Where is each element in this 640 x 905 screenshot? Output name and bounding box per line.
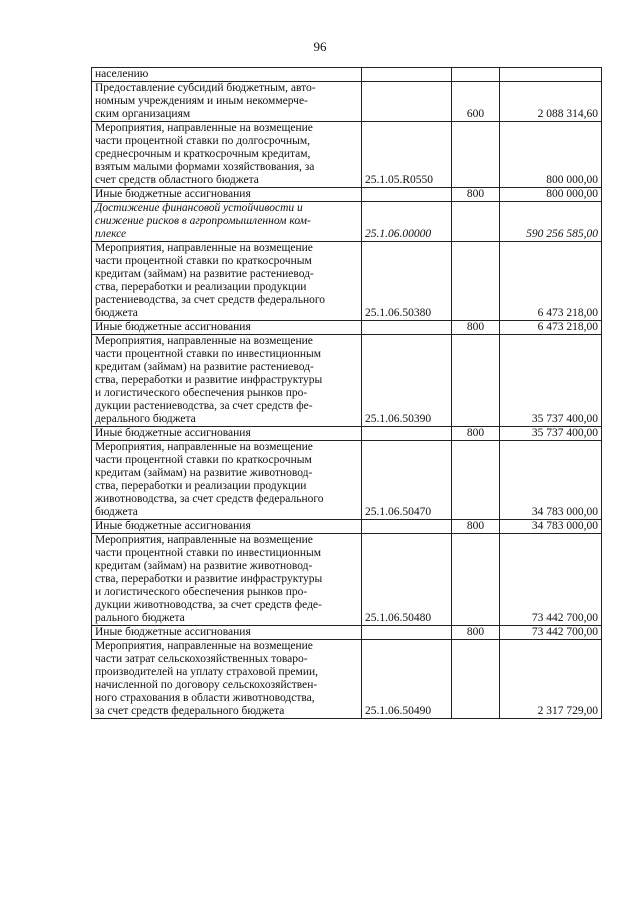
row-amount-cell bbox=[500, 68, 602, 82]
table-row bbox=[92, 534, 602, 626]
row-code-cell: 25.1.06.00000 bbox=[362, 202, 452, 242]
row-code-cell bbox=[362, 188, 452, 202]
table-row bbox=[92, 68, 602, 82]
table-row bbox=[92, 441, 602, 520]
table-row bbox=[92, 202, 602, 242]
row-code-cell bbox=[362, 520, 452, 534]
row-name-cell: Мероприятия, направленные на возмещение части процентной ставки по инвестиционным кредитам (займам) на развитие животновод- ства, переработки и развитие инфраструктуры и логистического обеспечения рынков про- дукции животноводства, за счет средств феде- рального бюджета bbox=[92, 534, 362, 626]
table-row bbox=[92, 335, 602, 427]
table-row bbox=[92, 520, 602, 534]
row-name-cell: Мероприятия, направленные на возмещение части процентной ставки по долгосрочным, среднесрочным и краткосрочным кредитам, взятым малыми формами хозяйствования, за счет средств областного бюджета bbox=[92, 122, 362, 188]
row-name-cell: Мероприятия, направленные на возмещение части процентной ставки по краткосрочным кредитам (займам) на развитие растениевод- ства, переработки и реализации продукции растениеводства, за счет средств федерального бюджета bbox=[92, 242, 362, 321]
row-expense-type-cell: 800 bbox=[452, 520, 500, 534]
row-name-cell: Иные бюджетные ассигнования bbox=[92, 188, 362, 202]
row-expense-type-cell bbox=[452, 441, 500, 520]
row-expense-type-cell: 600 bbox=[452, 82, 500, 122]
row-amount-cell: 73 442 700,00 bbox=[500, 626, 602, 640]
page-number: 96 bbox=[313, 39, 327, 54]
table-row bbox=[92, 321, 602, 335]
row-name-cell: населению bbox=[92, 68, 362, 82]
table-row bbox=[92, 427, 602, 441]
row-expense-type-cell bbox=[452, 68, 500, 82]
row-amount-cell: 6 473 218,00 bbox=[500, 242, 602, 321]
row-expense-type-cell bbox=[452, 202, 500, 242]
row-code-cell: 25.1.06.50480 bbox=[362, 534, 452, 626]
row-name-cell: Мероприятия, направленные на возмещение части процентной ставки по краткосрочным кредитам (займам) на развитие животновод- ства, переработки и реализации продукции животноводства, за счет средств федерального бюджета bbox=[92, 441, 362, 520]
row-expense-type-cell: 800 bbox=[452, 427, 500, 441]
row-amount-cell: 35 737 400,00 bbox=[500, 427, 602, 441]
row-expense-type-cell bbox=[452, 534, 500, 626]
row-expense-type-cell bbox=[452, 122, 500, 188]
table-row bbox=[92, 242, 602, 321]
row-amount-cell: 2 317 729,00 bbox=[500, 640, 602, 719]
row-amount-cell: 6 473 218,00 bbox=[500, 321, 602, 335]
row-amount-cell: 34 783 000,00 bbox=[500, 441, 602, 520]
table-row bbox=[92, 626, 602, 640]
row-amount-cell: 35 737 400,00 bbox=[500, 335, 602, 427]
row-expense-type-cell bbox=[452, 640, 500, 719]
row-name-cell: Иные бюджетные ассигнования bbox=[92, 520, 362, 534]
row-amount-cell: 590 256 585,00 bbox=[500, 202, 602, 242]
row-code-cell bbox=[362, 68, 452, 82]
table-row bbox=[92, 122, 602, 188]
row-amount-cell: 34 783 000,00 bbox=[500, 520, 602, 534]
budget-table bbox=[91, 67, 602, 719]
row-expense-type-cell: 800 bbox=[452, 321, 500, 335]
row-amount-cell: 800 000,00 bbox=[500, 122, 602, 188]
row-name-cell: Мероприятия, направленные на возмещение части затрат сельскохозяйственных товаро- производителей на уплату страховой премии, начисленной по договору сельскохозяйствен- ного страхования в области животноводства, за счет средств федерального бюджета bbox=[92, 640, 362, 719]
row-amount-cell: 800 000,00 bbox=[500, 188, 602, 202]
row-code-cell bbox=[362, 427, 452, 441]
row-name-cell: Мероприятия, направленные на возмещение части процентной ставки по инвестиционным кредитам (займам) на развитие растениевод- ства, переработки и развитие инфраструктуры и логистического обеспечения рынков про- дукции растениеводства, за счет средств фе- дерального бюджета bbox=[92, 335, 362, 427]
row-expense-type-cell bbox=[452, 242, 500, 321]
row-code-cell: 25.1.06.50490 bbox=[362, 640, 452, 719]
row-amount-cell: 73 442 700,00 bbox=[500, 534, 602, 626]
row-name-cell: Иные бюджетные ассигнования bbox=[92, 626, 362, 640]
row-code-cell bbox=[362, 321, 452, 335]
row-code-cell bbox=[362, 626, 452, 640]
row-name-cell: Достижение финансовой устойчивости и снижение рисков в агропромышленном ком- плексе bbox=[92, 202, 362, 242]
row-code-cell: 25.1.05.R0550 bbox=[362, 122, 452, 188]
table-row bbox=[92, 82, 602, 122]
row-code-cell: 25.1.06.50390 bbox=[362, 335, 452, 427]
budget-table-body bbox=[92, 68, 602, 719]
row-code-cell bbox=[362, 82, 452, 122]
table-row bbox=[92, 640, 602, 719]
row-name-cell: Предоставление субсидий бюджетным, авто- номным учреждениям и иным некоммерче- ским организациям bbox=[92, 82, 362, 122]
row-code-cell: 25.1.06.50470 bbox=[362, 441, 452, 520]
row-name-cell: Иные бюджетные ассигнования bbox=[92, 427, 362, 441]
row-amount-cell: 2 088 314,60 bbox=[500, 82, 602, 122]
row-expense-type-cell: 800 bbox=[452, 626, 500, 640]
row-expense-type-cell: 800 bbox=[452, 188, 500, 202]
row-expense-type-cell bbox=[452, 335, 500, 427]
row-code-cell: 25.1.06.50380 bbox=[362, 242, 452, 321]
table-row bbox=[92, 188, 602, 202]
row-name-cell: Иные бюджетные ассигнования bbox=[92, 321, 362, 335]
